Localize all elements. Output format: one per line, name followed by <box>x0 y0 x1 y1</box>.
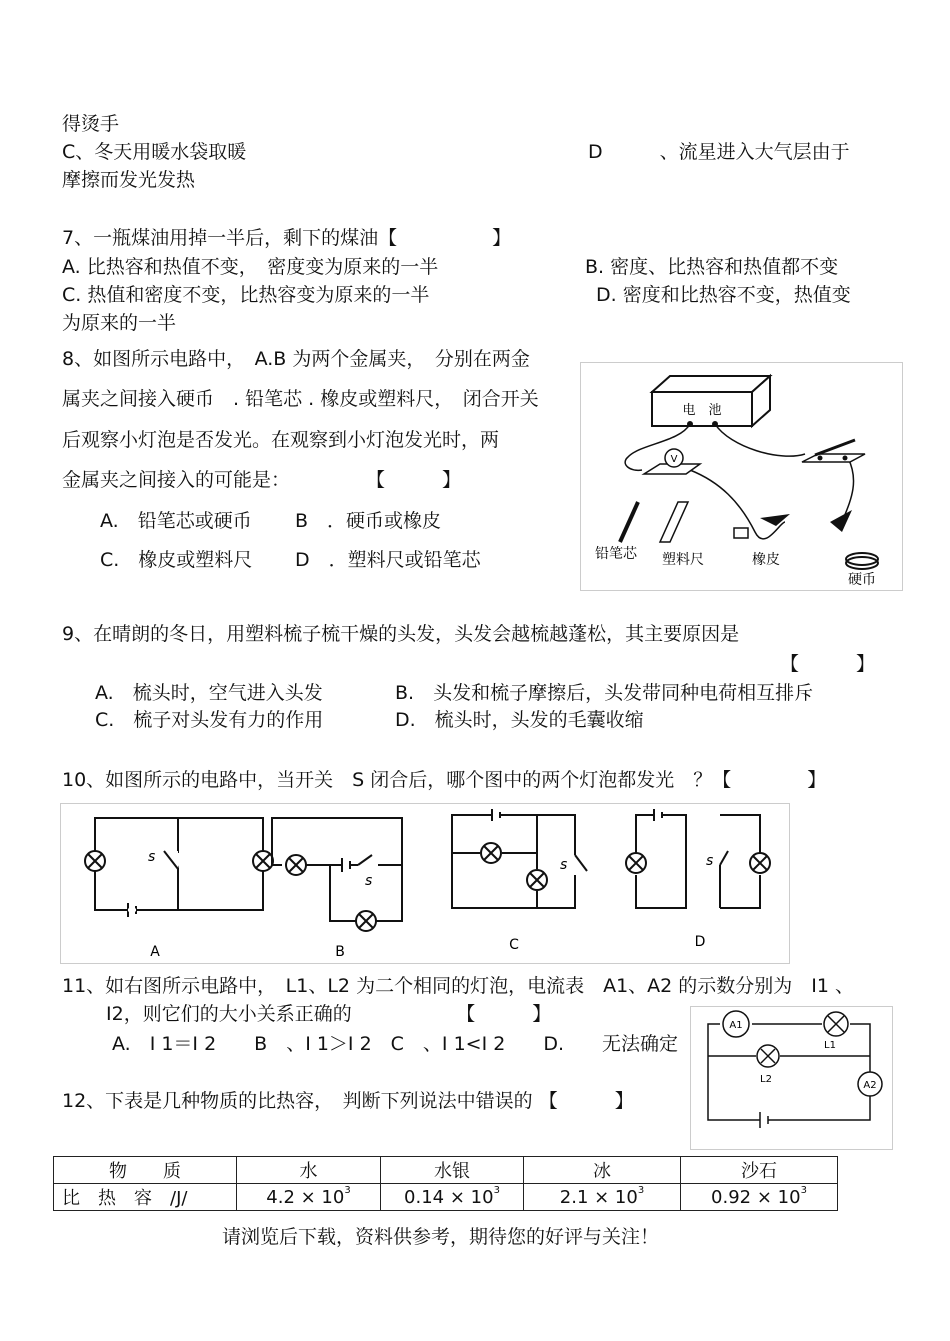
ammeter-a1 <box>723 1011 749 1037</box>
eraser <box>734 528 748 538</box>
table-cell: $0.92 \times 10^3$ <box>681 1184 838 1211</box>
coin <box>846 553 878 569</box>
label-eraser: 橡皮 <box>752 552 780 568</box>
q8-line: 后观察小灯泡是否发光。在观察到小灯泡发光时，两 <box>62 429 500 451</box>
q9-option-a: A. 梳头时，空气进入头发 <box>95 682 323 704</box>
table-header: 冰 <box>524 1157 681 1184</box>
circuit-label-c: C <box>509 937 519 953</box>
row-label: 比 热 容 /J/ <box>54 1184 237 1211</box>
circuit-a <box>95 818 263 917</box>
q8-line: 属夹之间接入硬币 . 铅笔芯 . 橡皮或塑料尺， 闭合开关 <box>62 388 539 410</box>
bulb <box>644 449 700 474</box>
q7-option-d: D. 密度和比热容不变，热值变 <box>596 284 851 306</box>
table-cell: $2.1 \times 10^3$ <box>524 1184 681 1211</box>
table-header-row <box>54 1157 838 1184</box>
q8-circuit-figure <box>580 362 904 592</box>
plastic-ruler <box>660 502 688 542</box>
q9-stem: 9、在晴朗的冬日，用塑料梳子梳干燥的头发，头发会越梳越蓬松，其主要原因是 <box>62 623 740 645</box>
q9-option-c: C. 梳子对头发有力的作用 <box>95 709 324 731</box>
text-line: 得烫手 <box>62 113 120 135</box>
q11-stem: 11、如右图所示电路中， L1、L2 为二个相同的灯泡，电流表 A1、A2 的示数分别为 I1 、 <box>62 975 855 997</box>
q7-option-c: C. 热值和密度不变，比热容变为原来的一半 <box>62 284 430 306</box>
q10-stem: 10、如图所示的电路中，当开关 S 闭合后，哪个图中的两个灯泡都发光 ？【 】 <box>62 769 827 791</box>
table-header: 物 质 <box>54 1157 237 1184</box>
circuit-label-d: D <box>694 934 706 950</box>
switch <box>802 440 865 462</box>
svg-text:s: s <box>148 849 156 865</box>
svg-text:L2: L2 <box>760 1074 772 1085</box>
option-c: C、冬天用暖水袋取暖 <box>62 141 247 163</box>
clip-a <box>760 514 790 526</box>
svg-text:L1: L1 <box>824 1040 836 1051</box>
svg-text:V: V <box>670 454 678 465</box>
q9-bracket: 【 】 <box>780 653 876 675</box>
table-header: 水银 <box>381 1157 524 1184</box>
label-pencil: 铅笔芯 <box>595 546 637 562</box>
ammeter-a2 <box>858 1072 882 1096</box>
table-header: 沙石 <box>681 1157 838 1184</box>
circuit-d <box>636 809 760 908</box>
q11-options: A. I 1＝I 2 B 、I 1＞I 2 C 、I 1<I 2 D. 无法确定 <box>112 1033 678 1055</box>
svg-text:A2: A2 <box>863 1080 877 1091</box>
q8-option-b: B ．硬币或橡皮 <box>295 510 442 532</box>
q8-option-d: D ．塑料尺或铅笔芯 <box>295 549 481 571</box>
q11-stem-cont: I2，则它们的大小关系正确的 【 】 <box>106 1003 552 1025</box>
svg-text:s: s <box>706 853 714 869</box>
pencil-lead <box>620 502 638 542</box>
specific-heat-table <box>53 1156 838 1211</box>
circuit-label-b: B <box>335 944 345 960</box>
q10-circuits-figure <box>60 803 790 968</box>
q8-option-c: C. 橡皮或塑料尺 <box>100 549 253 571</box>
q7-option-d-cont: 为原来的一半 <box>62 312 177 334</box>
text-line: 摩擦而发光发热 <box>62 169 196 191</box>
svg-text:s: s <box>560 857 568 873</box>
table-row <box>54 1184 838 1211</box>
svg-text:电 池: 电 池 <box>682 403 722 418</box>
svg-text:s: s <box>365 873 373 889</box>
q9-option-d: D. 梳头时，头发的毛囊收缩 <box>395 709 644 731</box>
table-cell: $0.14 \times 10^3$ <box>381 1184 524 1211</box>
q11-circuit-figure <box>690 1006 894 1150</box>
q7-option-a: A. 比热容和热值不变， 密度变为原来的一半 <box>62 256 439 278</box>
svg-text:A1: A1 <box>729 1020 743 1031</box>
q7-stem: 7、一瓶煤油用掉一半后，剩下的煤油【 】 <box>62 227 512 249</box>
q7-option-b: B. 密度、比热容和热值都不变 <box>585 256 839 278</box>
q8-line: 金属夹之间接入的可能是： 【 】 <box>62 469 462 491</box>
clip-b <box>830 510 852 532</box>
q8-option-a: A. 铅笔芯或硬币 <box>100 510 252 532</box>
label-ruler: 塑料尺 <box>662 552 704 568</box>
q9-option-b: B. 头发和梳子摩擦后，头发带同种电荷相互排斥 <box>395 682 814 704</box>
circuit-label-a: A <box>150 944 160 960</box>
table-header: 水 <box>237 1157 381 1184</box>
label-coin: 硬币 <box>848 572 876 588</box>
option-d: D 、流星进入大气层由于 <box>588 141 850 163</box>
table-cell: $4.2 \times 10^3$ <box>237 1184 381 1211</box>
q8-line: 8、如图所示电路中， A.B 为两个金属夹， 分别在两金 <box>62 348 530 370</box>
lamp-l1 <box>824 1012 848 1051</box>
q12-stem: 12、下表是几种物质的比热容， 判断下列说法中错误的 【 】 <box>62 1090 634 1112</box>
footer-note: 请浏览后下载，资料供参考，期待您的好评与关注！ <box>222 1226 660 1248</box>
battery-box <box>652 376 770 427</box>
lamp-l2 <box>757 1045 779 1085</box>
